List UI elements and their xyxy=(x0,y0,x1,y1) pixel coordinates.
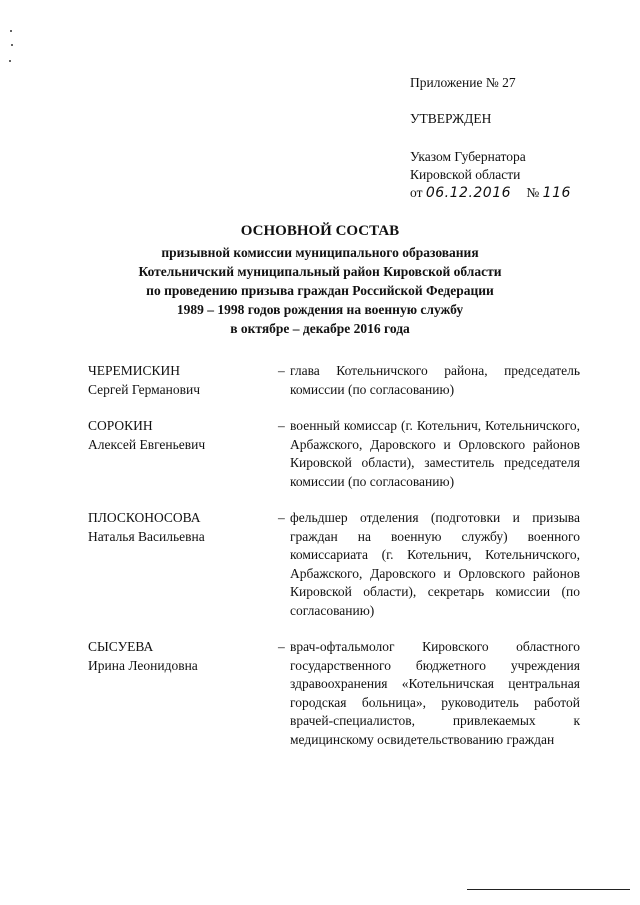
member-role: фельдшер отделения (подготовки и призыва граждан на военную службу) военного комиссариата (г. Котельнич, Котельничского, Арбажского, Даровского и Орловского районов Кировской области), секретарь комиссии (по согласованию) xyxy=(290,510,580,618)
member-dash: – xyxy=(278,639,285,654)
decree-line-1: Указом Губернатора xyxy=(410,149,526,164)
title-line: призывной комиссии муниципального образования xyxy=(161,245,479,260)
title-line: 1989 – 1998 годов рождения на военную службу xyxy=(176,302,464,317)
member-role: врач-офтальмолог Кировского областного государственного бюджетного учреждения здравоохранения «Котельничская центральная городская больница», руководитель работой врачей-специалистов, привлекаемых к медицинскому освидетельствованию граждан xyxy=(290,639,580,747)
appendix-number: Приложение № 27 xyxy=(410,75,516,90)
member-given-names: Ирина Леонидовна xyxy=(88,657,198,673)
footer-rule xyxy=(467,889,630,890)
title-line: в октябре – декабре 2016 года xyxy=(230,321,410,336)
member-given-names: Наталья Васильевна xyxy=(88,528,205,544)
member-name xyxy=(88,638,278,749)
number-prefix: № xyxy=(526,185,540,200)
title-block xyxy=(60,222,580,338)
member-entry xyxy=(88,362,580,399)
member-role: глава Котельничского района, председатель комиссии (по согласованию) xyxy=(290,363,580,397)
title-line: по проведению призыва граждан Российской Федерации xyxy=(146,283,494,298)
scan-speck xyxy=(9,60,11,62)
member-name xyxy=(88,417,278,491)
decree-line-2: Кировской области xyxy=(410,167,521,182)
handwritten-date: 06.12.2016 xyxy=(425,185,512,201)
member-given-names: Сергей Германович xyxy=(88,381,200,397)
scan-speck xyxy=(10,30,12,32)
member-dash: – xyxy=(278,363,285,378)
members-list xyxy=(88,362,580,767)
member-dash: – xyxy=(278,418,285,433)
member-role: военный комиссар (г. Котельнич, Котельничского, Арбажского, Даровского и Орловского районов Кировской области), заместитель председателя комиссии (по согласованию) xyxy=(290,418,580,489)
member-entry xyxy=(88,417,580,491)
member-surname: СОРОКИН xyxy=(88,418,153,433)
handwritten-number: 116 xyxy=(542,185,571,201)
scan-speck xyxy=(11,44,13,46)
member-name xyxy=(88,509,278,620)
decree-date-number-line xyxy=(410,184,630,202)
from-prefix: от xyxy=(410,185,423,200)
member-entry xyxy=(88,509,580,620)
title-line: Котельничский муниципальный район Кировской области xyxy=(138,264,502,279)
member-name xyxy=(88,362,278,399)
member-surname: ЧЕРЕМИСКИН xyxy=(88,363,181,378)
document-title: ОСНОВНОЙ СОСТАВ xyxy=(240,223,400,239)
member-surname: СЫСУЕВА xyxy=(88,639,154,654)
member-entry xyxy=(88,638,580,749)
member-dash: – xyxy=(278,510,285,525)
member-surname: ПЛОСКОНОСОВА xyxy=(88,510,201,525)
member-given-names: Алексей Евгеньевич xyxy=(88,436,206,452)
approval-block xyxy=(410,74,630,202)
approved-label: УТВЕРЖДЕН xyxy=(410,111,492,126)
